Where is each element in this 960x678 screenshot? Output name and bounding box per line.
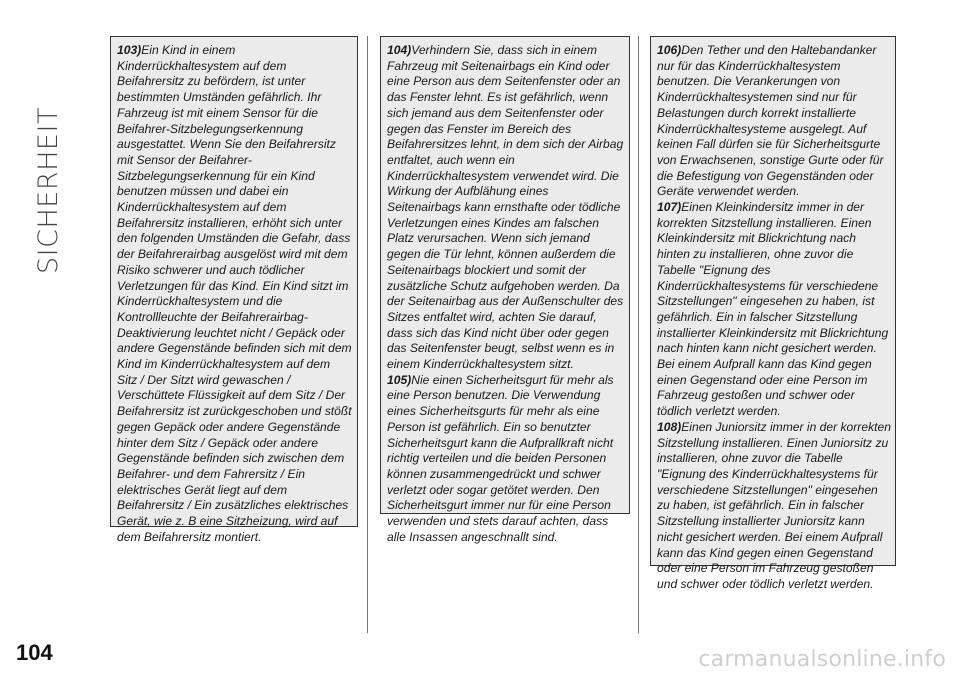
warning-text: Ein Kind in einem Kinderrückhaltesystem auf dem Beifahrersitz zu befördern, ist unter bestimmten Umständen gefährlich. Ihr Fahrzeug ist mit einem Sensor für die Beifahrer-Sitzbelegungserkennung ausgestattet. Wenn Sie den Beifahrersitz mit Sensor der Beifahrer-Sitzbelegungserkennung für ein Kind benutzen müssen und dabei ein Kinderrückhaltesystem auf dem Beifahrersitz installieren, erhöht sich unter den folgenden Umständen die Gefahr, dass der Beifahrerairbag ausgelöst wird mit dem Risiko schwerer und auch tödlicher Verletzungen für das Kind. Ein Kind sitzt im Kinderrückhaltesystem und die Kontrollleuchte der Beifahrerairbag-Deaktivierung leuchtet nicht / Gepäck oder andere Gegenstände befinden sich mit dem Kind im Kinderrückhaltesystem auf dem Sitz / Der Sitzt wird gewaschen / Verschüttete Flüssigkeit auf dem Sitz / Der Beifahrersitz ist zurückgeschoben und stößt gegen Gepäck oder andere Gegenstände hinter dem Sitz / Gepäck oder andere Gegenstände befinden sich zwischen dem Beifahrer- und dem Fahrersitz / Ein elektrisches Gerät liegt auf dem Beifahrersitz / Ein zusätzliches elektrisches Gerät, wie z. B eine Sitzheizung, wird auf dem Beifahrersitz montiert. (117, 43, 352, 544)
warning-text: Nie einen Sicherheitsgurt für mehr als eine Person benutzen. Die Verwendung eines Sicherheitsgurts für mehr als eine Person ist gefährlich. Ein so benutzter Sicherheitsgurt kann die Aufprallkraft nicht richtig verteilen und die beiden Personen können zusammengedrückt und schwer verletzt oder sogar getötet werden. Den Sicherheitsgurt immer nur für eine Person verwenden und stets darauf achten, dass alle Insassen angeschnallt sind. (387, 372, 614, 544)
warning-text: Den Tether und den Haltebandanker nur für das Kinderrückhaltesystem benutzen. Die Verankerungen von Kinderrückhaltesystemen sind nur für Belastungen durch korrekt installierte Kinderrückhaltesysteme ausgelegt. Auf keinen Fall dürfen sie für Sicherheitsgurte von Erwachsenen, sonstige Gurte oder für die Befestigung von Gegenständen oder Geräte verwendet werden. (657, 43, 884, 199)
warning-104 (387, 43, 625, 373)
warning-text: Einen Juniorsitz immer in der korrekten Sitzstellung installieren. Einen Juniorsitz zu installieren, ohne zuvor die Tabelle "Eignung des Kinderrückhaltesystems für verschiedene Sitzstellungen" eingesehen zu haben, ist gefährlich. Ein in falscher Sitzstellung installierter Juniorsitz kann nicht gesichert werden. Bei einem Aufprall kann das Kind gegen einen Gegenstand oder eine Person im Fahrzeug gestoßen und schwer oder tödlich verletzt werden. (657, 419, 891, 591)
warning-text: Verhindern Sie, dass sich in einem Fahrzeug mit Seitenairbags ein Kind oder eine Person aus dem Seitenfenster oder an das Fenster lehnt. Es ist gefährlich, wenn sich jemand aus dem Seitenfenster oder gegen das Fenster im Bereich des Beifahrersitzes lehnt, in dem sich der Airbag entfaltet, auch wenn ein Kinderrückhaltesystem verwendet wird. Die Wirkung der Aufblähung eines Seitenairbags kann ernsthafte oder tödliche Verletzungen eines Kindes am falschen Platz verursachen. Wenn sich jemand gegen die Tür lehnt, können außerdem die Seitenairbags blockiert und somit der zusätzliche Schutz aufgehoben werden. Da der Seitenairbag aus der Außenschulter des Sitzes entfaltet wird, achten Sie darauf, dass sich das Kind nicht über oder gegen das Seitenfenster beugt, selbst wenn es in einem Kinderrückhaltesystem sitzt. (387, 43, 624, 372)
warning-number: 105) (387, 372, 412, 387)
warning-number: 108) (657, 419, 682, 434)
warning-box-col2 (380, 36, 630, 544)
warning-text: Einen Kleinkindersitz immer in der korrekten Sitzstellung installieren. Einen Kleinkindersitz mit Blickrichtung nach hinten zu installieren, ohne zuvor die Tabelle "Eignung des Kinderrückhaltesystems für verschiedene Sitzstellungen" eingesehen zu haben, ist gefährlich. Ein in falscher Sitzstellung installierter Kleinkindersitz mit Blickrichtung nach hinten kann nicht gesichert werden. Bei einem Aufprall kann das Kind gegen einen Gegenstand oder eine Person im Fahrzeug gestoßen und schwer oder tödlich verletzt werden. (657, 200, 889, 419)
warning-107 (657, 200, 891, 420)
page-number: 104 (16, 640, 53, 665)
warning-108 (657, 420, 891, 593)
column-divider (367, 36, 368, 633)
warning-box-col3 (650, 36, 896, 591)
watermark-text: carmanualsonline.info (698, 647, 946, 672)
section-title-text: SICHERHEIT (32, 106, 64, 274)
warning-105 (387, 373, 625, 546)
warning-number: 107) (657, 200, 682, 215)
column-divider (638, 36, 639, 633)
warning-number: 106) (657, 43, 682, 57)
section-title (28, 106, 68, 274)
warning-number: 104) (387, 43, 412, 57)
warning-box-col1 (110, 36, 358, 544)
warning-106 (657, 43, 891, 200)
warning-number: 103) (117, 43, 142, 57)
warning-103 (117, 43, 353, 546)
